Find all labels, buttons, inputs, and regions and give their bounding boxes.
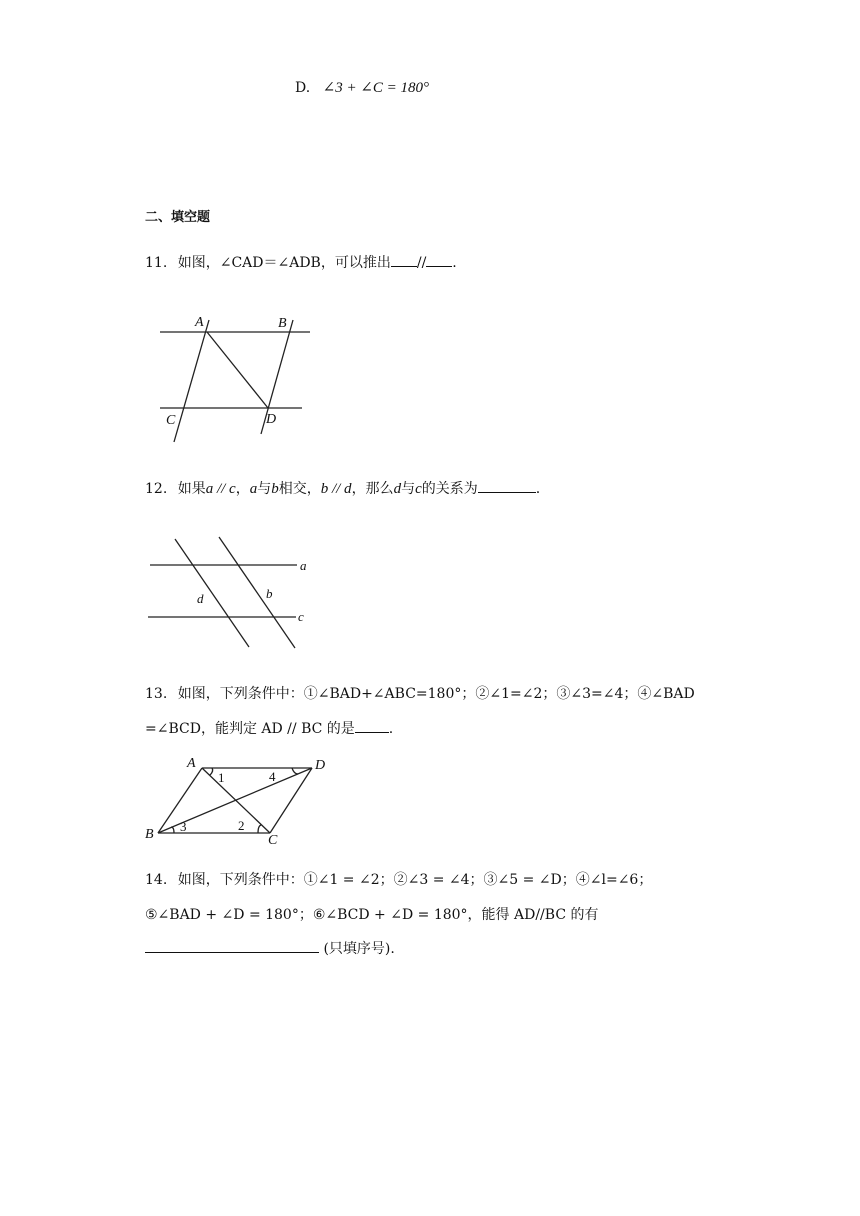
q12-figure [145, 535, 325, 660]
point-label: C [268, 833, 278, 848]
question-number: 14. [145, 872, 168, 888]
question-13-line2 [145, 718, 393, 739]
parallel-sign: // [416, 255, 427, 271]
question-number: 13. [145, 686, 168, 702]
question-14 [145, 870, 652, 890]
question-text: ， [235, 481, 250, 497]
answer-blank[interactable] [355, 718, 389, 733]
section-title: 二、填空题 [145, 210, 211, 225]
answer-blank[interactable] [391, 252, 417, 267]
angle-label: 2 [238, 818, 245, 833]
question-text: 如图，∠CAD＝∠ADB，可以推出 [177, 255, 391, 271]
point-label: D [266, 412, 277, 427]
question-text: 如图，下列条件中：①∠1 = ∠2；②∠3 = ∠4；③∠5 = ∠D；④∠l=∠6； [177, 872, 653, 888]
question-11 [145, 252, 457, 273]
answer-blank[interactable] [145, 938, 319, 953]
q13-figure [142, 755, 342, 848]
angle-label: 4 [269, 769, 276, 784]
answer-blank[interactable] [426, 252, 452, 267]
math-expr: d [393, 481, 402, 497]
question-text: 相交， [278, 481, 321, 497]
point-label: A [195, 315, 204, 330]
point-label: B [278, 316, 287, 331]
math-expr: a // c [205, 481, 236, 497]
question-text: 如果 [177, 481, 206, 497]
angle-label: 1 [218, 770, 225, 785]
answer-blank[interactable] [478, 478, 536, 493]
math-expr: b // d [320, 481, 352, 497]
question-14-line2 [145, 905, 598, 925]
question-text: ，那么 [351, 481, 394, 497]
line-label: d [197, 591, 204, 606]
math-expr: c [415, 481, 422, 497]
question-number: 12. [145, 481, 168, 497]
q11-figure [150, 310, 330, 445]
question-13 [145, 684, 695, 704]
period: . [388, 721, 394, 737]
option-expression: ∠3 + ∠C = 180° [322, 80, 430, 96]
option-d [295, 78, 429, 98]
question-12 [145, 478, 540, 499]
point-label: B [145, 827, 154, 842]
math-expr: a [249, 481, 258, 497]
point-label: C [166, 413, 176, 428]
period: . [452, 255, 457, 271]
question-text: 如图，下列条件中：①∠BAD+∠ABC=180°；②∠1=∠2；③∠3=∠4；④∠BAD [177, 686, 695, 702]
math-expr: b [271, 481, 279, 497]
question-text: 与 [401, 481, 416, 497]
point-label: A [187, 756, 196, 771]
question-text: ⑤∠BAD + ∠D = 180°；⑥∠BCD + ∠D = 180°，能得 AD//BC 的有 [145, 907, 599, 923]
question-text: 的关系为 [421, 481, 478, 497]
angle-label: 3 [180, 819, 187, 834]
question-text: (只填序号). [323, 941, 395, 957]
question-text: 与 [257, 481, 272, 497]
question-text: =∠BCD，能判定 AD // BC 的是 [145, 721, 355, 737]
line-label: a [300, 558, 307, 573]
question-number: 11. [145, 255, 168, 271]
option-label: D. [295, 80, 311, 96]
period: . [535, 481, 541, 497]
point-label: D [315, 758, 326, 773]
line-label: c [298, 609, 304, 624]
line-label: b [266, 586, 273, 601]
question-14-line3 [145, 938, 395, 959]
